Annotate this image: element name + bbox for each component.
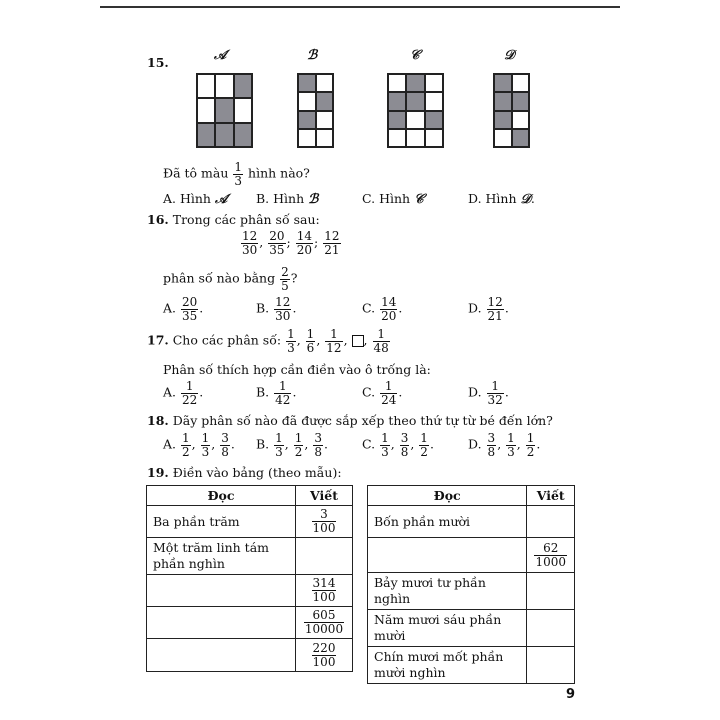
- fraction: $\frac{62}{1000}$: [535, 540, 566, 569]
- shaded-cell: [406, 74, 424, 92]
- read-cell: Bảy mươi tư phần nghìn: [368, 573, 527, 610]
- blank-cell: [425, 129, 443, 147]
- read-cell: Một trăm linh tám phần nghìn: [147, 538, 296, 575]
- blank-cell: [234, 98, 252, 122]
- q18-option-a[interactable]: A. $\frac{1}{2}$ , $\frac{1}{3}$ , $\frac{3}{8}$ .: [163, 431, 235, 459]
- read-cell[interactable]: [147, 639, 296, 672]
- table-row: [368, 538, 575, 573]
- figure-a-grid: [196, 73, 253, 148]
- write-cell[interactable]: [527, 506, 575, 538]
- shaded-cell: [425, 111, 443, 129]
- write-cell: [296, 575, 353, 607]
- shaded-cell: [494, 111, 512, 129]
- table-row: [368, 610, 575, 647]
- blank-cell: [494, 129, 512, 147]
- header-write: Viết: [527, 486, 575, 506]
- q17-prompt: 17. Cho các phân số: $\frac{1}{3}$ , $\frac{1}{6}$ , $\frac{1}{12}$ , , $\frac{1}{48}$: [147, 327, 389, 355]
- q17-option-c[interactable]: C. $\frac{1}{24}$ .: [362, 379, 403, 407]
- write-cell: [527, 538, 575, 573]
- figure-b-label: ℬ: [307, 48, 318, 63]
- right-table: [367, 485, 575, 684]
- fraction: $\frac{14}{20}$: [296, 229, 313, 257]
- fraction: $\frac{3}{100}$: [312, 507, 336, 535]
- read-cell[interactable]: [147, 575, 296, 607]
- header-read: Đọc: [368, 486, 527, 506]
- figure-d-label: 𝒟: [504, 48, 515, 63]
- q16-option-b[interactable]: B. $\frac{12}{30}$ .: [256, 295, 297, 323]
- figure-a-label: 𝒜: [214, 48, 227, 63]
- shaded-cell: [215, 98, 233, 122]
- blank-cell: [316, 111, 334, 129]
- table-row: [147, 506, 353, 538]
- shaded-cell: [406, 92, 424, 110]
- blank-cell: [298, 92, 316, 110]
- fraction: $\frac{1}{3}$: [287, 327, 295, 355]
- write-cell: [296, 607, 353, 639]
- write-cell[interactable]: [527, 610, 575, 647]
- shaded-cell: [512, 92, 530, 110]
- fraction: $\frac{314}{100}$: [312, 576, 336, 604]
- blank-cell: [512, 111, 530, 129]
- q16-option-c[interactable]: C. $\frac{14}{20}$ .: [362, 295, 403, 323]
- q15-option-d[interactable]: D. Hình 𝒟.: [468, 191, 535, 207]
- blank-cell: [406, 111, 424, 129]
- q17-question: Phân số thích hợp cần điền vào ô trống là:: [163, 362, 431, 377]
- blank-cell: [425, 92, 443, 110]
- read-cell: Chín mươi mốt phần mười nghìn: [368, 647, 527, 684]
- fraction: $\frac{12}{21}$: [324, 229, 340, 257]
- fraction: $\frac{20}{35}$: [269, 229, 285, 257]
- shaded-cell: [234, 74, 252, 98]
- table-row: [368, 506, 575, 538]
- blank-cell: [425, 74, 443, 92]
- table-row: [147, 607, 353, 639]
- fraction: $\frac{220}{100}$: [312, 640, 336, 669]
- table-row: [147, 538, 353, 575]
- figure-b-grid: [297, 73, 334, 148]
- fraction: $\frac{2}{5}$: [281, 265, 289, 293]
- page-number: 9: [566, 687, 576, 702]
- blank-cell: [298, 129, 316, 147]
- write-cell[interactable]: [296, 538, 353, 575]
- q16-option-a[interactable]: A. $\frac{20}{35}$ .: [163, 295, 204, 323]
- blank-cell: [316, 129, 334, 147]
- q18-option-b[interactable]: B. $\frac{1}{3}$ , $\frac{1}{2}$ , $\frac{3}{8}$ .: [256, 431, 328, 459]
- q17-option-d[interactable]: D. $\frac{1}{32}$ .: [468, 379, 509, 407]
- figure-c-label: 𝒞: [410, 48, 420, 63]
- shaded-cell: [388, 92, 406, 110]
- q15-option-a[interactable]: A. Hình 𝒜: [163, 191, 228, 207]
- table-row: [368, 647, 575, 684]
- shaded-cell: [316, 92, 334, 110]
- top-rule: [100, 6, 620, 8]
- read-cell: Năm mươi sáu phần mười: [368, 610, 527, 647]
- shaded-cell: [512, 129, 530, 147]
- left-table: [146, 485, 353, 672]
- q16-question: phân số nào bằng $\frac{2}{5}$ ?: [163, 265, 298, 293]
- read-cell[interactable]: [147, 607, 296, 639]
- shaded-cell: [298, 74, 316, 92]
- fraction: $\frac{605}{10000}$: [304, 608, 344, 636]
- header-write: Viết: [296, 486, 353, 506]
- write-cell[interactable]: [527, 647, 575, 684]
- table-row: [368, 573, 575, 610]
- figure-c-grid: [387, 73, 444, 148]
- shaded-cell: [215, 123, 233, 147]
- header-read: Đọc: [147, 486, 296, 506]
- q15-option-b[interactable]: B. Hình ℬ: [256, 191, 319, 207]
- q17-option-a[interactable]: A. $\frac{1}{22}$ .: [163, 379, 204, 407]
- write-cell: [296, 506, 353, 538]
- read-cell[interactable]: [368, 538, 527, 573]
- shaded-cell: [197, 123, 215, 147]
- q18-prompt: 18. Dãy phân số nào đã được sắp xếp theo thứ tự từ bé đến lớn?: [147, 413, 553, 428]
- write-cell: [296, 639, 353, 672]
- blank-cell: [388, 129, 406, 147]
- blank-box[interactable]: [352, 335, 364, 347]
- write-cell[interactable]: [527, 573, 575, 610]
- blank-cell: [512, 74, 530, 92]
- blank-cell: [197, 74, 215, 98]
- shaded-cell: [494, 92, 512, 110]
- read-cell: Bốn phần mười: [368, 506, 527, 538]
- fraction: $\frac{1}{6}$: [306, 327, 315, 355]
- shaded-cell: [234, 123, 252, 147]
- fraction: $\frac{1}{48}$: [373, 327, 389, 355]
- shaded-cell: [494, 74, 512, 92]
- blank-cell: [197, 98, 215, 122]
- fraction: $\frac{1}{3}$: [234, 160, 243, 188]
- fraction: $\frac{12}{30}$: [242, 229, 258, 257]
- table-row: [147, 639, 353, 672]
- q16-fraction-list: $\frac{12}{30}$ , $\frac{20}{35}$ ; $\frac{14}{20}$ ; $\frac{12}{21}$: [242, 229, 340, 257]
- shaded-cell: [388, 111, 406, 129]
- blank-cell: [215, 74, 233, 98]
- q15-number: 15.: [147, 55, 169, 70]
- q15-option-c[interactable]: C. Hình 𝒞: [362, 191, 424, 207]
- q19-prompt: 19. Điền vào bảng (theo mẫu):: [147, 465, 342, 480]
- shaded-cell: [298, 111, 316, 129]
- fraction: $\frac{1}{12}$: [326, 327, 342, 355]
- blank-cell: [316, 74, 334, 92]
- q15-question: Đã tô màu $\frac{1}{3}$ hình nào?: [163, 160, 310, 188]
- q16-prompt: 16. Trong các phân số sau:: [147, 212, 320, 227]
- q17-option-b[interactable]: B. $\frac{1}{42}$ .: [256, 379, 297, 407]
- q16-option-d[interactable]: D. $\frac{12}{21}$ .: [468, 295, 509, 323]
- blank-cell: [406, 129, 424, 147]
- figure-d-grid: [493, 73, 530, 148]
- blank-cell: [388, 74, 406, 92]
- q18-option-d[interactable]: D. $\frac{3}{8}$ , $\frac{1}{3}$ , $\frac{1}{2}$ .: [468, 431, 541, 459]
- table-row: [147, 575, 353, 607]
- q18-option-c[interactable]: C. $\frac{1}{3}$ , $\frac{3}{8}$ , $\frac{1}{2}$ .: [362, 431, 434, 459]
- read-cell: Ba phần trăm: [147, 506, 296, 538]
